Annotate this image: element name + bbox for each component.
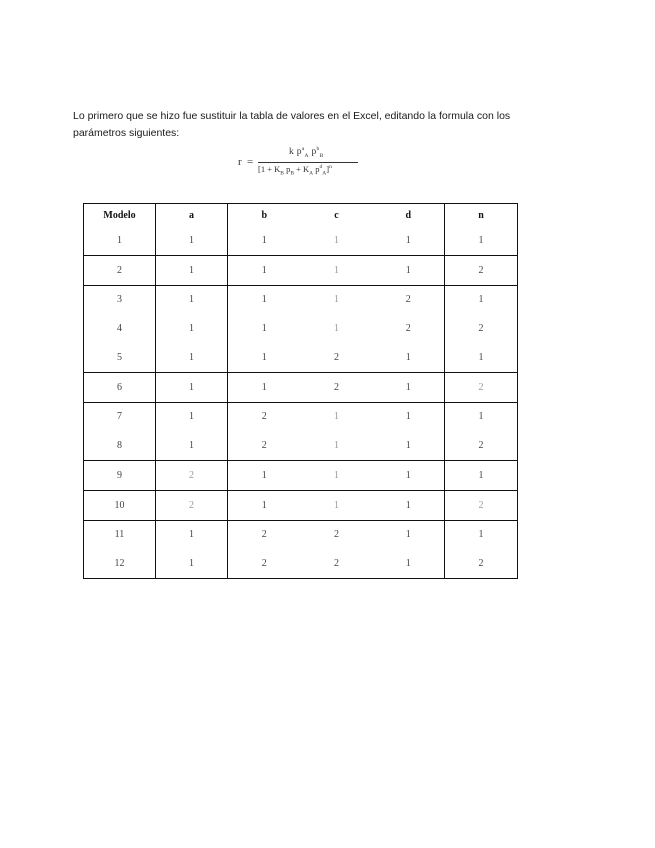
table-cell-n: 1 [445,520,518,549]
table-cell-modelo: 2 [84,255,156,285]
table-header-row [84,204,518,227]
equation-numerator: k $p^a_A$ $p^b_B$ [289,146,324,160]
table-row [84,520,518,549]
table-cell-a: 1 [156,520,228,549]
table-cell-c: 2 [334,351,339,363]
models-table [83,203,518,579]
table-cell-c: 1 [301,490,373,520]
table-cell-d: 1 [373,402,445,431]
table-cell-n: 2 [445,431,518,460]
table-row [84,226,518,255]
table-cell-c: 1 [301,255,373,285]
table-row [84,314,518,343]
rate-equation [238,146,368,188]
table-cell-a: 1 [156,285,228,314]
table-cell-a: 1 [156,255,228,285]
table-cell-n: 2 [445,549,518,578]
table-cell-n: 2 [445,314,518,343]
intro-paragraph: Lo primero que se hizo fue sustituir la tabla de valores en el Excel, editando la formula con los parámetros siguientes: [73,109,511,139]
table-cell-modelo: 6 [84,372,156,402]
table-cell-a: 1 [156,226,228,255]
table-cell-a: 2 [156,461,228,491]
table-cell-a: 1 [156,372,228,402]
table-cell-modelo: 5 [84,343,156,372]
table-cell-d: 2 [405,323,411,335]
table-cell-b: 2 [261,558,267,570]
table-cell-n: 1 [445,461,518,491]
table-row [84,461,518,491]
table-cell-d: 1 [373,372,445,402]
table-cell-a: 1 [156,343,228,372]
equation-denominator: [$1 + K_B$ $p_B + K_A$ $p^d_A]^n$ [258,164,332,177]
table-cell-c: 2 [334,558,339,570]
table-cell-b: 1 [261,351,267,363]
table-cell-modelo: 7 [84,402,156,431]
table-cell-a: 1 [156,431,228,460]
table-row [84,372,518,402]
table-cell-b: 1 [228,490,301,520]
table-cell-n: 2 [445,372,518,402]
table-cell-c: 1 [301,285,373,314]
equation-equals: = [247,156,254,168]
table-cell-b: 2 [261,440,267,452]
header-b: b [261,209,268,221]
table-row [84,402,518,431]
table-row [84,285,518,314]
fraction-bar [258,162,358,163]
table-cell-b: 1 [228,372,301,402]
table-row [84,549,518,578]
table-cell-a: 1 [156,549,228,578]
table-cell-d: 2 [373,285,445,314]
table-cell-d: 1 [373,490,445,520]
table-row [84,343,518,372]
equation-lhs: r [238,156,242,168]
header-modelo: Modelo [84,204,156,227]
table-cell-d: 1 [373,520,445,549]
table-cell-modelo: 9 [84,461,156,491]
table-cell-modelo: 12 [84,549,156,578]
table-cell-modelo: 8 [84,431,156,460]
table-cell-c: 1 [334,440,339,452]
table-cell-n: 1 [445,343,518,372]
header-c: c [334,209,339,221]
table-cell-a: 1 [156,314,228,343]
table-cell-d: 1 [405,351,411,363]
table-cell-b: 2 [228,520,301,549]
table-cell-d: 1 [373,461,445,491]
table-cell-c: 1 [301,402,373,431]
header-n: n [445,204,518,227]
table-cell-modelo: 10 [84,490,156,520]
table-cell-c: 2 [301,372,373,402]
table-row [84,255,518,285]
table-cell-a: 2 [156,490,228,520]
table-cell-n: 1 [445,402,518,431]
table-cell-b: 2 [228,402,301,431]
table-cell-b: 1 [228,285,301,314]
table-cell-n: 1 [445,285,518,314]
table-cell-b: 1 [228,255,301,285]
table-cell-a: 1 [156,402,228,431]
table-cell-c: 1 [301,461,373,491]
header-a: a [156,204,228,227]
table-cell-n: 2 [445,490,518,520]
table-cell-modelo: 11 [84,520,156,549]
table-cell-d: 1 [373,255,445,285]
table-cell-d: 1 [405,440,411,452]
table-cell-d: 1 [405,234,411,246]
table-cell-b: 1 [261,323,267,335]
table-cell-modelo: 1 [84,226,156,255]
table-cell-c: 1 [334,234,339,246]
table-row [84,490,518,520]
table-cell-modelo: 3 [84,285,156,314]
table-cell-c: 1 [334,323,339,335]
header-d: d [405,209,412,221]
table-cell-n: 1 [445,226,518,255]
table-cell-modelo: 4 [84,314,156,343]
table-row [84,431,518,460]
table-cell-b: 1 [261,234,267,246]
table-cell-n: 2 [445,255,518,285]
table-cell-c: 2 [301,520,373,549]
table-cell-b: 1 [228,461,301,491]
table-cell-d: 1 [405,558,411,570]
